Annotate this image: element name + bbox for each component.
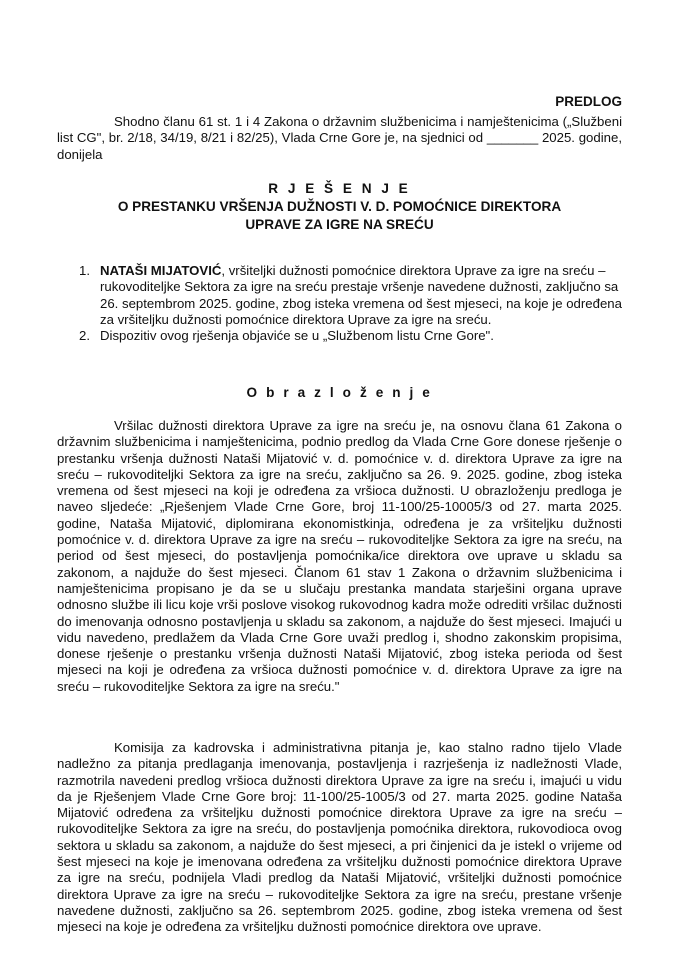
item-person-name: NATAŠI MIJATOVIĆ [100,263,222,278]
decision-title [57,180,622,234]
decision-title-line-3: UPRAVE ZA IGRE NA SREĆU [245,217,434,232]
item-body: , vršiteljki dužnosti pomoćnice direktora Uprave za igre na sreću – rukovoditeljke Sektora za igre na sreću prestaje vršenje navedene dužnosti, zaključno sa 26. septembrom 2025. godine, zbog isteka vremena od šest mjeseci, na koje je određena za vršiteljku dužnosti pomoćnice direktora Uprave za igre na sreću. [100,263,622,327]
reasoning-heading: O b r a z l o ž e n j e [246,385,433,400]
decision-title-line-1: R J E Š E N J E [268,181,411,196]
reasoning-paragraph-1: Vršilac dužnosti direktora Uprave za igre na sreću je, na osnovu člana 61 Zakona o državnim službenicima i namještenicima, podnio predlog da Vlada Crne Gore donese rješenje o prestanku vršenja dužnosti Nataši Mijatović v. d. pomoćnice v. d. direktora Uprave za igre na sreću – rukovoditeljki Sektora za igre na sreću, zaključno sa 26. 9. 2025. godine, zbog isteka vremena od šest mjeseci na koji je određena za vršioca dužnosti. U obrazloženju predloga je naveo sljedeće: „Rješenjem Vlade Crne Gore, broj 11-100/25-10005/3 od 27. marta 2025. godine, Nataša Mijatović, diplomirana ekonomistkinja, određena je za vršiteljku dužnosti pomoćnice v. d. direktora Uprave za igre na sreću – rukovoditeljke Sektora za igre na sreću, na period od šest mjeseci, do postavljenja pomoćnika/ice direktora ove uprave u skladu sa zakonom, a najduže do šest mjeseci. Članom 61 stav 1 Zakona o državnim službenicima i namještenicima propisano je da se u slučaju prestanka mandata starješini organa uprave odnosno službe ili licu koje vrši poslove visokog rukovodnog kadra može odrediti vršilac dužnosti do imenovanja odnosno postavljenja u skladu sa zakonom, a najduže do šest mjeseci. Imajući u vidu navedeno, predlažem da Vlada Crne Gore uvaži predlog i, shodno zakonskim propisima, donese rješenje o prestanku vršenja dužnosti Nataši Mijatović, zbog isteka perioda od šest mjeseci na koji je određena za vršioca dužnosti pomoćnice v. d. direktora Uprave za igre na sreću – rukovoditeljke Sektora za igre na sreću." [57,418,622,694]
decision-item [57,263,622,328]
item-number: 2. [79,328,90,344]
item-body: Dispozitiv ovog rješenja objaviće se u „Službenom listu Crne Gore". [100,328,494,344]
decision-item [57,328,622,344]
item-text [100,263,622,328]
item-text [100,328,622,344]
reasoning-paragraph-2: Komisija za kadrovska i administrativna pitanja je, kao stalno radno tijelo Vlade nadležno za pitanja predlaganja imenovanja, postavljenja i razrješenja iz nadležnosti Vlade, razmotrila navedeni predlog vršioca dužnosti direktora Uprave za igre na sreću i, imajući u vidu da je Rješenjem Vlade Crne Gore broj: 11-100/25-1005/3 od 27. marta 2025. godine Nataša Mijatović određena za vršiteljku dužnosti pomoćnice direktora Uprave za igre na sreću – rukovoditeljke Sektora za igre na sreću, do postavljenja pomoćnika direktora, rukovodioca ovog sektora u skladu sa zakonom, a najduže do šest mjeseci, a pri činjenici da je istekl o vrijeme od šest mjeseci na koje je imenovana određena za vršiteljku dužnosti pomoćnice direktora Uprave za igre na sreću, podnijela Vladi predlog da Nataši Mijatović, vršiteljki dužnosti pomoćnice direktora Uprave za igre na sreću – rukovoditeljke Sektora za igre na sreću, prestane vršenje navedene dužnosti, zaključno sa 26. septembrom 2025. godine, zbog isteka vremena od šest mjeseci na koje je određena za vršiteljku dužnosti pomoćnice direktora ove uprave. [57,740,622,935]
proposal-label: PREDLOG [555,94,622,109]
decision-title-line-2: O PRESTANKU VRŠENJA DUŽNOSTI V. D. POMOĆNICE DIREKTORA [117,199,562,214]
item-number: 1. [79,263,90,278]
intro-paragraph: Shodno članu 61 st. 1 i 4 Zakona o državnim službenicima i namještenicima („Službeni list CG", br. 2/18, 34/19, 8/21 i 82/25), Vlada Crne Gore je, na sjednici od _______ 2025. godine, donijela [57,114,622,162]
decision-items [57,263,622,344]
